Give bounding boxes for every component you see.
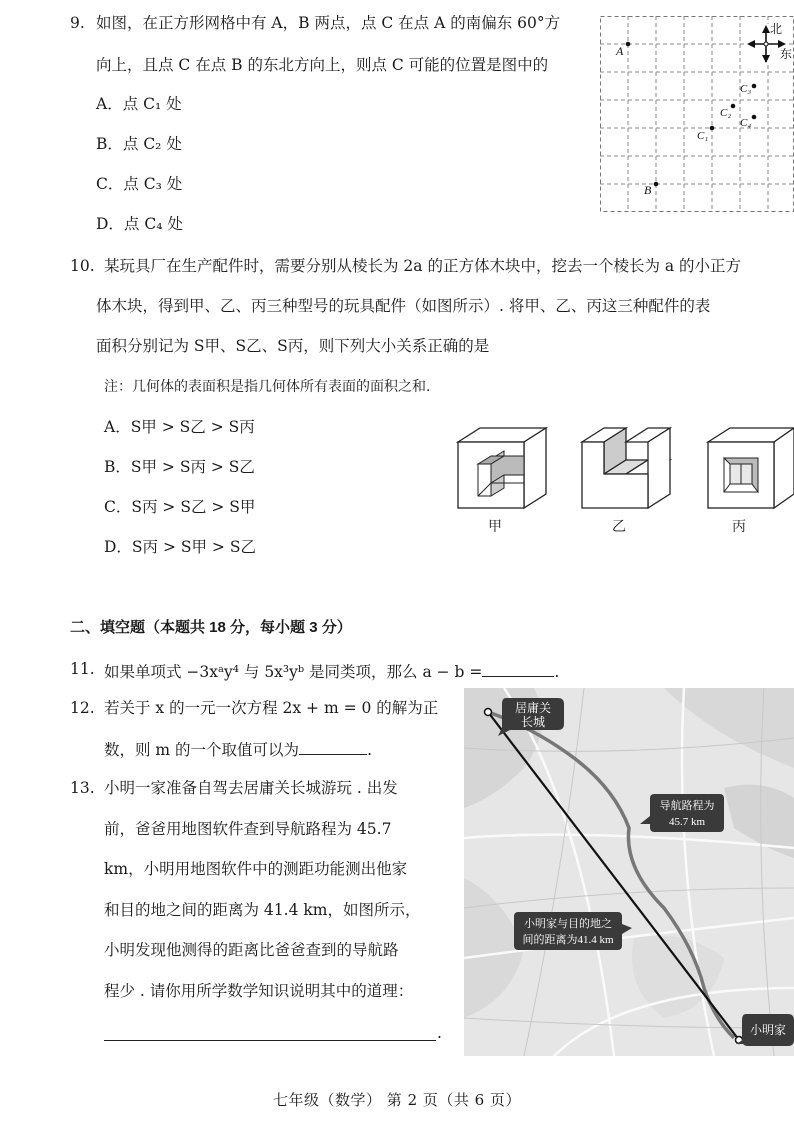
q9-text-line1: 如图，在正方形网格中有 A，B 两点，点 C 在点 A 的南偏东 60°方 (96, 14, 561, 32)
q11-answer-blank[interactable] (482, 662, 554, 677)
cube-label-bing: 丙 (732, 519, 746, 535)
point-c2-label: C₂ (720, 107, 732, 119)
q13-line-5: 小明发现他测得的距离比爸爸查到的导航路 (104, 941, 399, 959)
q13-line-1: 小明一家准备自驾去居庸关长城游玩 . 出发 (104, 779, 398, 797)
point-c4-label: C₄ (740, 117, 752, 129)
page-footer: 七年级（数学） 第 2 页（共 6 页） (273, 1091, 521, 1109)
straight-distance-callout (514, 912, 632, 950)
section-2-title: 二、填空题（本题共 18 分，每小题 3 分） (70, 619, 352, 636)
point-a (626, 42, 631, 47)
cube-bing-figure (700, 420, 794, 520)
straight-distance-line2: 间的距离为41.4 km (522, 934, 614, 946)
q9-option-d: D．点 C₄ 处 (96, 215, 183, 233)
q10-text-line1: 某玩具厂在生产配件时，需要分别从棱长为 2a 的正方体木块中，挖去一个棱长为 a 的小正方 (104, 257, 742, 275)
q9-option-a: A．点 C₁ 处 (96, 95, 182, 113)
home-callout-text: 小明家 (749, 1023, 787, 1037)
q9-grid-figure (600, 16, 794, 212)
cube-label-yi: 乙 (612, 519, 626, 535)
q13-answer-blank[interactable] (104, 1040, 436, 1041)
q13-answer-end: . (437, 1024, 442, 1042)
navigation-map (464, 688, 794, 1056)
point-c3-label: C₃ (740, 83, 752, 95)
q10-note: 注：几何体的表面积是指几何体所有表面的面积之和. (104, 379, 431, 395)
compass-north-label: 北 (770, 22, 783, 36)
compass-icon (745, 22, 792, 64)
q13-number: 13. (70, 779, 95, 797)
q10-option-c: C．S丙 > S乙 > S甲 (104, 498, 256, 516)
q12-text-line1: 若关于 x 的一元一次方程 2x + m = 0 的解为正 (104, 699, 439, 717)
nav-distance-line2: 45.7 km (668, 816, 706, 828)
start-callout-line2: 长城 (520, 715, 546, 729)
q11-text: 如果单项式 −3xᵃy⁴ 与 5x³yᵇ 是同类项，那么 a − b = (104, 663, 483, 681)
compass-east-label: 东 (780, 47, 793, 61)
q10-text-line2: 体木块，得到甲、乙、丙三种型号的玩具配件（如图所示）. 将甲、乙、丙这三种配件的表 (96, 297, 711, 315)
q10-text-line3: 面积分别记为 S甲、S乙、S丙，则下列大小关系正确的是 (96, 337, 490, 355)
q12-number: 12. (70, 699, 95, 717)
q13-line-4: 和目的地之间的距离为 41.4 km，如图所示， (104, 901, 421, 919)
point-c4 (752, 115, 757, 120)
q13-line-3: km，小明用地图软件中的测距功能测出他家 (104, 860, 408, 878)
q10-option-d: D．S丙 > S甲 > S乙 (104, 538, 256, 556)
start-marker (485, 709, 492, 716)
point-c1-label: C₁ (697, 130, 709, 142)
q11-end: . (554, 663, 560, 681)
q12-text-line2: 数，则 m 的一个取值可以为 (104, 741, 300, 759)
q12-answer-blank[interactable] (299, 740, 367, 755)
cube-yi-figure (574, 420, 684, 520)
point-c2 (731, 104, 736, 109)
q10-option-a: A．S甲 > S乙 > S丙 (104, 418, 255, 436)
cube-jia-figure (450, 420, 560, 520)
point-a-label: A (616, 44, 624, 58)
straight-distance-line1: 小明家与目的地之 (524, 918, 612, 930)
q12-end: . (367, 741, 372, 759)
q13-line-6: 程少 . 请你用所学数学知识说明其中的道理： (104, 982, 414, 1000)
q10-number: 10. (70, 257, 95, 275)
nav-distance-line1: 导航路程为 (659, 800, 715, 812)
q9-option-b: B．点 C₂ 处 (96, 135, 182, 153)
q12-line2 (104, 740, 372, 759)
cube-label-jia: 甲 (488, 519, 502, 535)
q9-text-line2: 向上，且点 C 在点 B 的东北方向上，则点 C 可能的位置是图中的 (96, 56, 549, 74)
point-b-label: B (644, 183, 652, 197)
point-c3 (752, 84, 757, 89)
q13-line-2: 前，爸爸用地图软件查到导航路程为 45.7 (104, 820, 392, 838)
home-callout (736, 1014, 794, 1046)
q11-line (104, 662, 559, 681)
point-c1 (710, 126, 715, 131)
nav-distance-callout (640, 794, 724, 832)
point-b (654, 182, 659, 187)
start-callout-line1: 居庸关 (514, 701, 552, 715)
q11-number: 11. (70, 660, 95, 678)
q10-option-b: B．S甲 > S丙 > S乙 (104, 458, 255, 476)
q9-number: 9. (70, 14, 85, 32)
q9-option-c: C．点 C₃ 处 (96, 175, 183, 193)
